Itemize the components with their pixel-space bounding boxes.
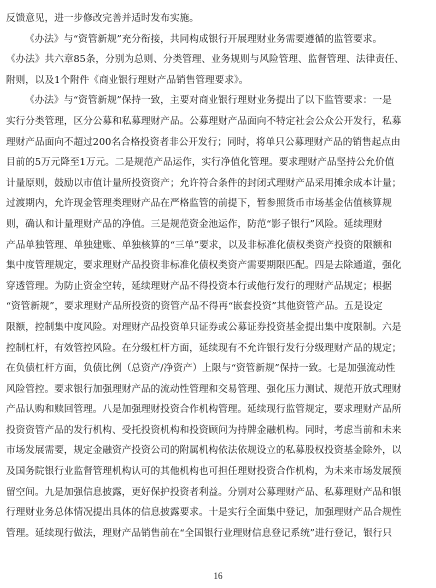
text-line: 风险管控。要求银行加强理财产品的流动性管理和交易管理、强化压力测试、规范开放式理财 bbox=[6, 383, 402, 395]
text-line: 《办法》与“资管新规”保持一致，主要对商业银行理财业务提出了以下监管要求：一是 bbox=[25, 95, 392, 107]
text-line: 《办法》与“资管新规”充分衔接，共同构成银行开展理财业务需要遵循的监管要求。 bbox=[25, 33, 383, 45]
text-line: 投资资管产品的发行机构、受托投资机构和投资顾问为持牌金融机构。同时，考虑当前和未来 bbox=[6, 424, 402, 436]
text-line: 限额，控制集中度风险。对理财产品投资单只证券或公募证券投资基金提出集中度限制。六是 bbox=[6, 321, 402, 333]
text-line: 反馈意见，进一步修改完善并适时发布实施。 bbox=[6, 13, 199, 24]
text-line: 产品认购和赎回管理。八是加强理财投资合作机构管理。延续现行监管规定，要求理财产品所 bbox=[6, 404, 402, 416]
text-line: 计量原则，鼓励以市值计量所投资资产；允许符合条件的封闭式理财产品采用摊余成本计量； bbox=[6, 177, 402, 189]
text-line: 在负债杠杆方面，负债比例（总资产/净资产）上限与“资管新规”保持一致。七是加强流动性 bbox=[6, 363, 396, 375]
page-number: 16 bbox=[213, 571, 223, 581]
text-line: 附则，以及1个附件《商业银行理财产品销售管理要求》。 bbox=[6, 74, 249, 86]
text-line: 则，确认和计量理财产品的净值。三是规范资金池运作，防范“影子银行”风险。延续理财 bbox=[6, 218, 383, 230]
text-line: 留空间。九是加强信息披露，更好保护投资者利益。分别对公募理财产品、私募理财产品和银 bbox=[6, 486, 402, 498]
text-line: 理财产品面向不超过200名合格投资者非公开发行；同时，将单只公募理财产品的销售起点由 bbox=[6, 136, 401, 148]
text-line: 目前的5万元降至1万元。二是规范产品运作，实行净值化管理。要求理财产品坚持公允价值 bbox=[6, 157, 395, 169]
text-line: 市场发展需要，规定金融资产投资公司的附属机构依法依规设立的私募股权投资基金除外，以 bbox=[6, 445, 402, 457]
text-line: 穿透管理。为防止资金空转，延续理财产品不得投资本行或他行发行的理财产品规定；根据 bbox=[6, 280, 392, 292]
text-line: 管理。延续现行做法，理财产品销售前在“全国银行业理财信息登记系统”进行登记，银行只 bbox=[6, 527, 393, 539]
body-text bbox=[6, 9, 430, 544]
text-line: 控制杠杆，有效管控风险。在分级杠杆方面，延续现有不允许银行发行分级理财产品的规定； bbox=[6, 342, 402, 354]
text-line: 《办法》共六章85条，分别为总则、分类管理、业务规则与风险管理、监督管理、法律责任、 bbox=[6, 54, 405, 66]
text-line: 行理财业务总体情况提出具体的信息披露要求。十是实行全面集中登记，加强理财产品合规性 bbox=[6, 507, 402, 519]
text-line: “资管新规”，要求理财产品所投资的资管产品不得再“嵌套投资”其他资管产品。五是设定 bbox=[6, 301, 383, 313]
text-line: 产品单独管理、单独建账、单独核算的“三单”要求，以及非标准化债权类资产投资的限额和 bbox=[6, 239, 393, 251]
text-line: 及国务院银行业监督管理机构认可的其他机构也可担任理财投资合作机构，为未来市场发展预 bbox=[6, 466, 402, 478]
text-line: 实行分类管理，区分公募和私募理财产品。公募理财产品面向不特定社会公众公开发行，私募 bbox=[6, 115, 402, 127]
text-line: 过渡期内，允许现金管理类理财产品在严格监管的前提下，暂参照货币市场基金估值核算规 bbox=[6, 198, 392, 210]
text-line: 集中度管理规定，要求理财产品投资非标准化债权类资产需要期限匹配。四是去除通道，强化 bbox=[6, 260, 402, 272]
